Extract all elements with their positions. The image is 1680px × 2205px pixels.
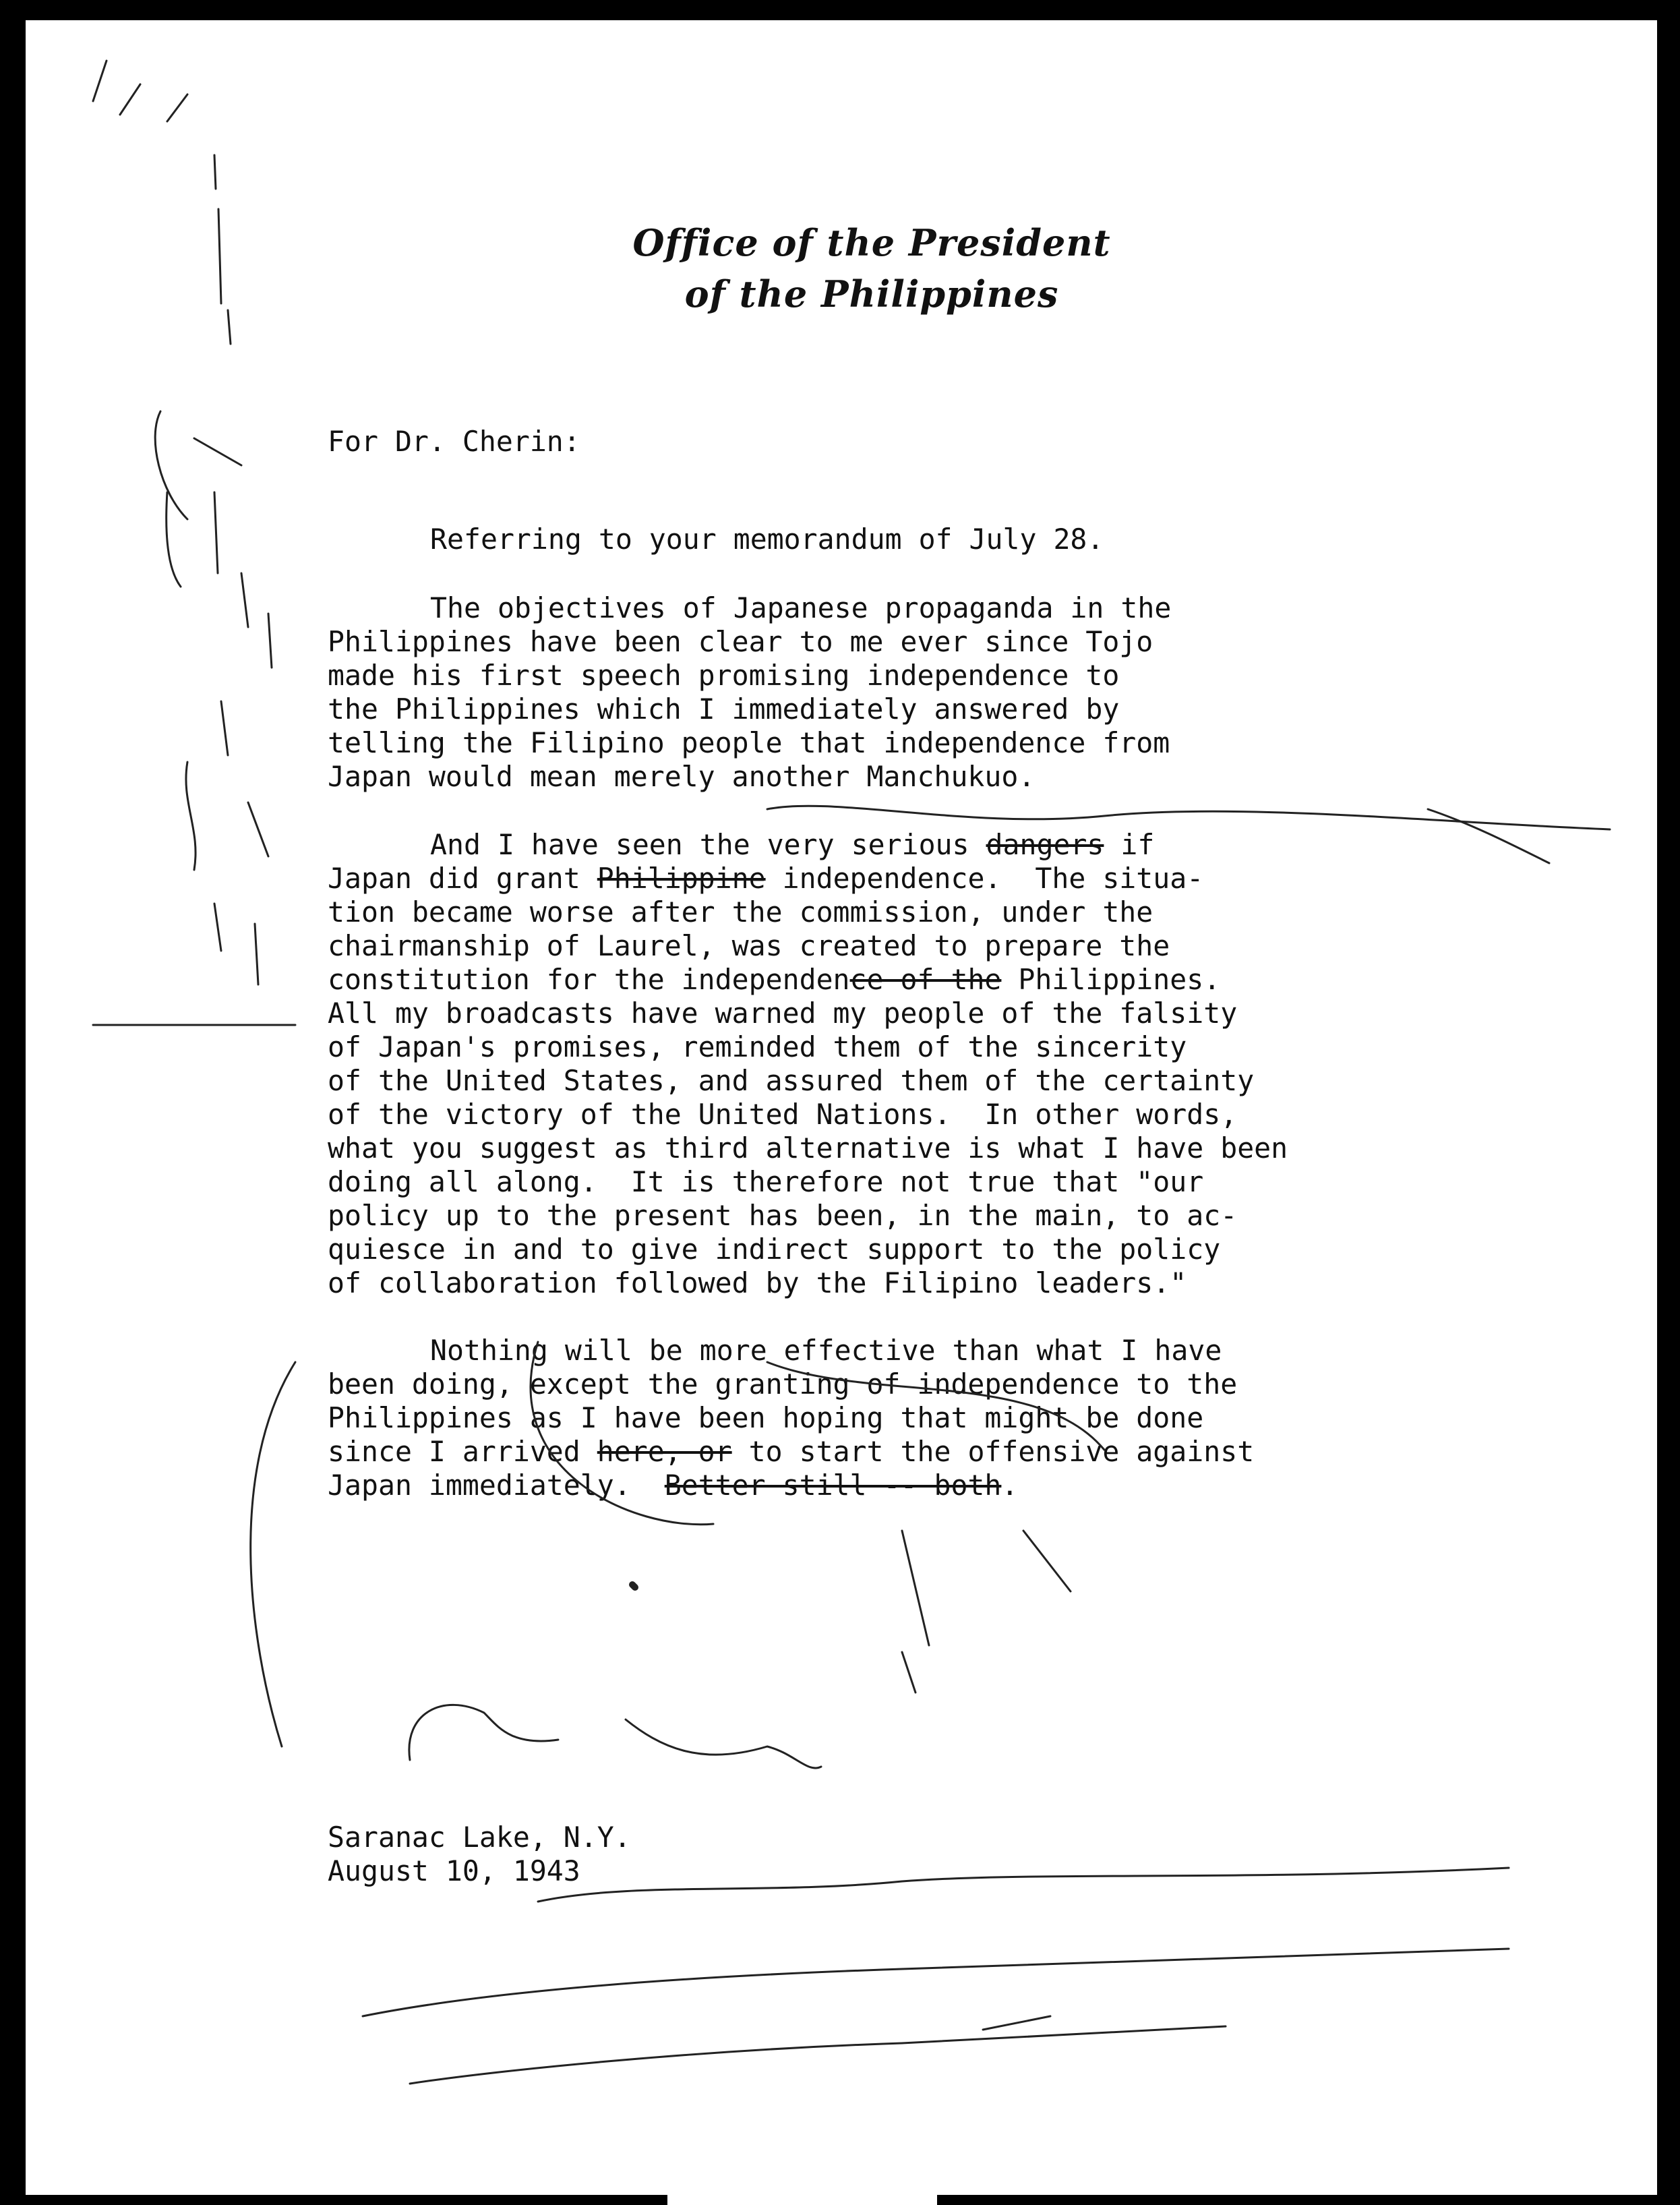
document-page — [26, 20, 1657, 2195]
paragraph-3-line: chairmanship of Laurel, was created to prepare the — [328, 929, 1170, 962]
salutation: For Dr. Cherin: — [328, 425, 580, 458]
text-segment: since I arrived — [328, 1435, 597, 1468]
text-segment: Japan immediately. — [328, 1469, 665, 1502]
paragraph-1-line: Referring to your memorandum of July 28. — [430, 523, 1104, 556]
paragraph-3-line: doing all along. It is therefore not true that "our — [328, 1165, 1204, 1198]
paragraph-3-line: what you suggest as third alternative is what I have been — [328, 1131, 1288, 1165]
paragraph-3-line: of Japan's promises, reminded them of the sincerity — [328, 1030, 1187, 1063]
paragraph-4-line — [328, 1469, 1018, 1503]
paragraph-3-line: All my broadcasts have warned my people of the falsity — [328, 997, 1238, 1030]
paragraph-4-line — [328, 1435, 1254, 1469]
paragraph-2-line: telling the Filipino people that independence from — [328, 726, 1170, 759]
paragraph-4-line: Philippines as I have been hoping that might be done — [328, 1401, 1204, 1434]
struck-text: Philippine — [597, 862, 766, 895]
paragraph-3-line: quiesce in and to give indirect support to the policy — [328, 1233, 1221, 1266]
paragraph-2-line: The objectives of Japanese propaganda in the — [430, 591, 1172, 624]
film-edge-strip — [667, 2183, 937, 2205]
paragraph-3-line: policy up to the present has been, in the main, to ac- — [328, 1199, 1238, 1232]
paragraph-4-line: been doing, except the granting of independence to the — [328, 1368, 1238, 1401]
paragraph-2-line: Philippines have been clear to me ever since Tojo — [328, 625, 1153, 658]
text-segment: to start the offensive against — [731, 1435, 1255, 1468]
paragraph-3-line — [328, 862, 1203, 896]
paragraph-3-line: of the United States, and assured them of the certainty — [328, 1064, 1255, 1097]
text-segment: And I have seen the very serious — [430, 828, 986, 861]
text-segment: . — [1001, 1469, 1019, 1502]
struck-text: ce of the — [849, 963, 1002, 996]
paragraph-2-line: made his first speech promising independence to — [328, 659, 1120, 692]
struck-text: dangers — [986, 828, 1104, 861]
paragraph-2-line: the Philippines which I immediately answered by — [328, 693, 1120, 726]
letterhead-line-2: of the Philippines — [684, 272, 1059, 316]
paragraph-3-line: of the victory of the United Nations. In other words, — [328, 1098, 1238, 1131]
letterhead — [26, 217, 1657, 320]
text-segment: if — [1104, 828, 1155, 861]
paragraph-3-line: of collaboration followed by the Filipino leaders." — [328, 1266, 1187, 1299]
text-segment: Philippines. — [1001, 963, 1221, 996]
struck-text: Better still -- both — [664, 1469, 1002, 1502]
paragraph-3-line — [328, 963, 1220, 997]
text-segment: Japan did grant — [328, 862, 597, 895]
text-segment: constitution for the independen — [328, 963, 850, 996]
text-segment: independence. The situa- — [765, 862, 1204, 895]
closing-place: Saranac Lake, N.Y. — [328, 1821, 631, 1854]
letterhead-line-1: Office of the President — [632, 221, 1111, 264]
paragraph-2-line: Japan would mean merely another Manchukuo. — [328, 760, 1036, 793]
struck-text: here, or — [597, 1435, 732, 1468]
paragraph-3-line — [430, 828, 1154, 862]
paragraph-3-line: tion became worse after the commission, under the — [328, 895, 1153, 929]
closing-date: August 10, 1943 — [328, 1854, 580, 1887]
paragraph-4-line: Nothing will be more effective than what I have — [430, 1334, 1222, 1367]
